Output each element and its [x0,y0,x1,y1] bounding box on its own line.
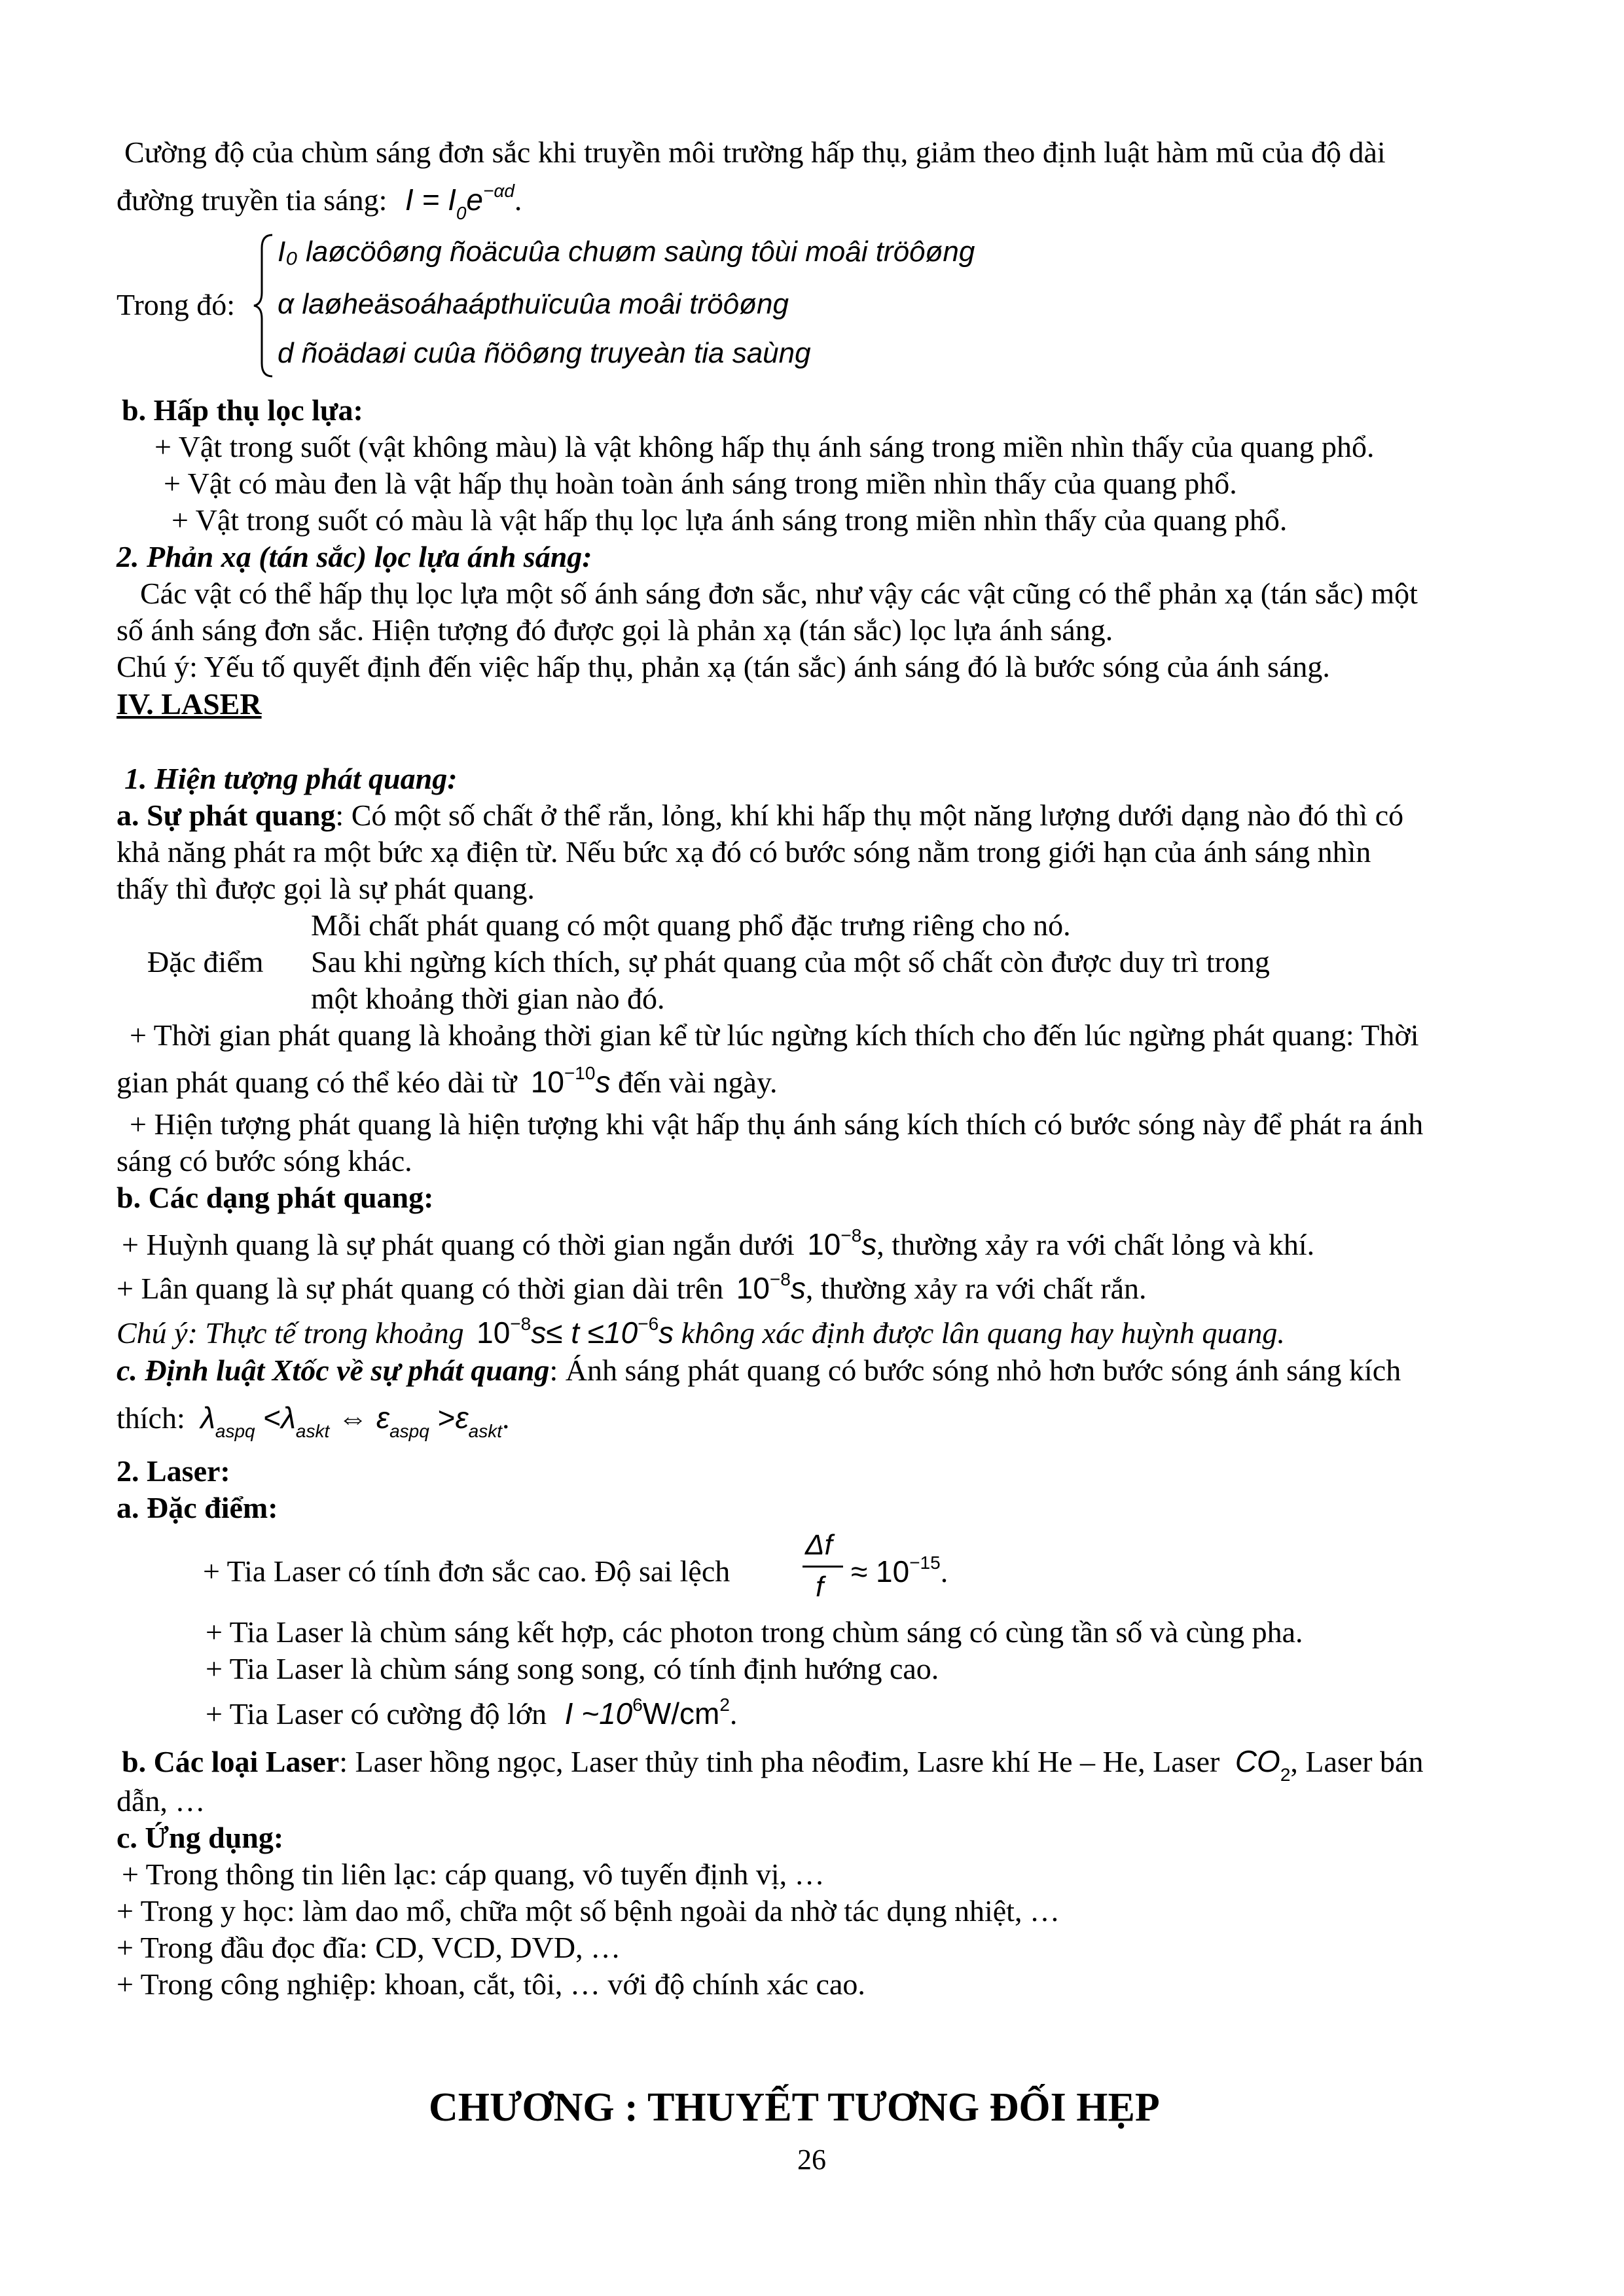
ung-dung-4: + Trong công nghiệp: khoan, cắt, tôi, … với độ chính xác cao. [117,1967,865,2001]
heading-iv-laser: IV. LASER [117,687,262,721]
phan-xa-note: Chú ý: Yếu tố quyết định đến việc hấp thụ, phản xạ (tán sắc) ánh sáng đó là bước sóng của ánh sáng. [117,650,1330,683]
trong-do-row-1: I₀ laøcöôøng ñoäcuûa chuøm saùng tôùi moâi tröôøng [278,236,975,268]
formula-hq: $10^{-8}s$ [807,1225,877,1261]
formula-lq: $10^{-8}s$ [736,1269,806,1305]
trong-do-row-2: α laøheäsoáhaápthuïcuûa moâi tröôøng [278,288,789,320]
heading-laser: 2. Laser: [117,1454,230,1488]
hap-thu-line-3: + Vật trong suốt có màu là vật hấp thụ lọc lựa ánh sáng trong miền nhìn thấy của quang phổ. [171,503,1288,537]
laser-feature-3: + Tia Laser là chùm sáng song song, có tính định hướng cao. [206,1652,939,1685]
ung-dung-2: + Trong y học: làm dao mổ, chữa một số bệnh ngoài da nhờ tác dụng nhiệt, … [117,1894,1060,1928]
left-brace [250,232,276,380]
thoi-gian-line-2: gian phát quang có thể kéo dài từ $10^{-10}s$ đến vài ngày. [117,1063,778,1099]
page-number: 26 [797,2144,826,2176]
heading-hap-thu-loc-lua: b. Hấp thụ lọc lựa: [122,393,363,427]
fraction-denominator: f [816,1571,824,1603]
huynh-quang-line: + Huỳnh quang là sự phát quang có thời gian ngắn dưới $10^{-8}s$, thường xảy ra với chất lỏng và khí. [122,1225,1315,1261]
fraction-numerator: Δf [805,1529,833,1561]
heading-dac-diem: a. Đặc điểm: [117,1491,278,1524]
fraction-bar [803,1566,843,1568]
formula-intensity: I $\sim 10^6W/cm^2$ [564,1695,730,1731]
lan-quang-line: + Lân quang là sự phát quang có thời gian dài trên $10^{-8}s$, thường xảy ra với chất rắn. [117,1269,1147,1305]
intro-line-2-text: đường truyền tia sáng: [117,183,388,217]
dac-diem-label: Đặc điểm [147,945,264,978]
ung-dung-1: + Trong thông tin liên lạc: cáp quang, vô tuyến định vị, … [122,1857,825,1891]
su-phat-quang-line-1: a. Sự phát quang: Có một số chất ở thể rắn, lỏng, khí khi hấp thụ một năng lượng dưới dạng nào đó thì có [117,798,1404,832]
dac-diem-item-3: một khoảng thời gian nào đó. [311,982,665,1015]
formula-1e-10: $10^{-10}s$ [530,1063,611,1099]
attenuation-formula: $I = I_0e^{-\alpha d}$ [405,181,514,223]
dac-diem-item-1: Mỗi chất phát quang có một quang phổ đặc trưng riêng cho nó. [311,908,1071,942]
hap-thu-line-1: + Vật trong suốt (vật không màu) là vật không hấp thụ ánh sáng trong miền nhìn thấy của quang phổ. [154,430,1375,463]
thoi-gian-line-1: + Thời gian phát quang là khoảng thời gian kể từ lúc ngừng kích thích cho đến lúc ngừng phát quang: Thời [130,1018,1419,1052]
heading-hien-tuong-phat-quang: 1. Hiện tượng phát quang: [124,762,458,795]
cac-loai-laser-line-1: b. Các loại Laser: Laser hồng ngọc, Laser thủy tinh pha nêođim, Lasre khí He – He, Laser $CO_2$, Laser bán [122,1744,1424,1785]
laser-feature-2: + Tia Laser là chùm sáng kết hợp, các photon trong chùm sáng có cùng tần số và cùng pha. [206,1615,1303,1649]
intro-line-2: đường truyền tia sáng: $I = I_0e^{-\alpha d}$. [117,181,522,223]
note-khoang-thoi-gian: Chú ý: Thực tế trong khoảng $10^{-8}s\le t \le 10^{-6}s$ không xác định được lân quang hay huỳnh quang. [117,1314,1285,1350]
hap-thu-line-2: + Vật có màu đen là vật hấp thụ hoàn toàn ánh sáng trong miền nhìn thấy của quang phổ. [164,467,1237,500]
su-phat-quang-line-2: khả năng phát ra một bức xạ điện từ. Nếu bức xạ đó có bước sóng nằm trong giới hạn của ánh sáng nhìn [117,835,1371,869]
trong-do-row-3: d ñoädaøi cuûa ñöôøng truyeàn tia saùng [278,337,811,369]
intro-line-1: Cường độ của chùm sáng đơn sắc khi truyền môi trường hấp thụ, giảm theo định luật hàm mũ của độ dài [124,135,1386,169]
phan-xa-line-1: Các vật có thể hấp thụ lọc lựa một số ánh sáng đơn sắc, như vậy các vật cũng có thể phản xạ (tán sắc) một [140,577,1418,610]
phan-xa-line-2: số ánh sáng đơn sắc. Hiện tượng đó được gọi là phản xạ (tán sắc) lọc lựa ánh sáng. [117,613,1113,647]
su-phat-quang-label: a. Sự phát quang [117,798,336,832]
heading-phan-xa: 2. Phản xạ (tán sắc) lọc lựa ánh sáng: [117,540,592,573]
chapter-title: CHƯƠNG : THUYẾT TƯƠNG ĐỐI HẸP [429,2085,1160,2130]
dac-diem-item-2: Sau khi ngừng kích thích, sự phát quang của một số chất còn được duy trì trong [311,945,1270,978]
cac-loai-laser-label: b. Các loại Laser [122,1745,340,1778]
trong-do-label: Trong đó: [117,288,236,321]
laser-feature-1: + Tia Laser có tính đơn sắc cao. Độ sai lệch [203,1554,731,1588]
su-phat-quang-line-3: thấy thì được gọi là sự phát quang. [117,872,535,905]
dinh-luat-xtoc-line-2: thích: $\lambda_{aspq} <\lambda_{askt}$ ⇔ $\varepsilon_{aspq} >\varepsilon_{askt}$. [117,1401,510,1441]
hien-tuong-line-2: sáng có bước sóng khác. [117,1144,412,1177]
formula-range: $10^{-8}s\le t \le 10^{-6}s$ [477,1314,674,1350]
laser-feature-4: + Tia Laser có cường độ lớn I $\sim 10^6W/cm^2$. [206,1695,738,1731]
heading-cac-dang-phat-quang: b. Các dạng phát quang: [117,1181,434,1214]
cac-loai-laser-line-2: dẫn, … [117,1784,206,1818]
fraction-approx: ≈ $10^{-15}$. [851,1552,948,1588]
dinh-luat-xtoc-line-1: c. Định luật Xtốc về sự phát quang: Ánh sáng phát quang có bước sóng nhỏ hơn bước sóng ánh sáng kích [117,1354,1401,1387]
heading-ung-dung: c. Ứng dụng: [117,1821,284,1854]
hien-tuong-line-1: + Hiện tượng phát quang là hiện tượng khi vật hấp thụ ánh sáng kích thích có bước sóng này để phát ra ánh [130,1107,1424,1141]
ung-dung-3: + Trong đầu đọc đĩa: CD, VCD, DVD, … [117,1931,621,1964]
formula-stokes: $\lambda_{aspq} <\lambda_{askt}$ ⇔ $\varepsilon_{aspq} >\varepsilon_{askt}$ [200,1401,503,1441]
dinh-luat-xtoc-label: c. Định luật Xtốc về sự phát quang [117,1354,550,1387]
formula-co2: $CO_2$ [1235,1744,1291,1785]
